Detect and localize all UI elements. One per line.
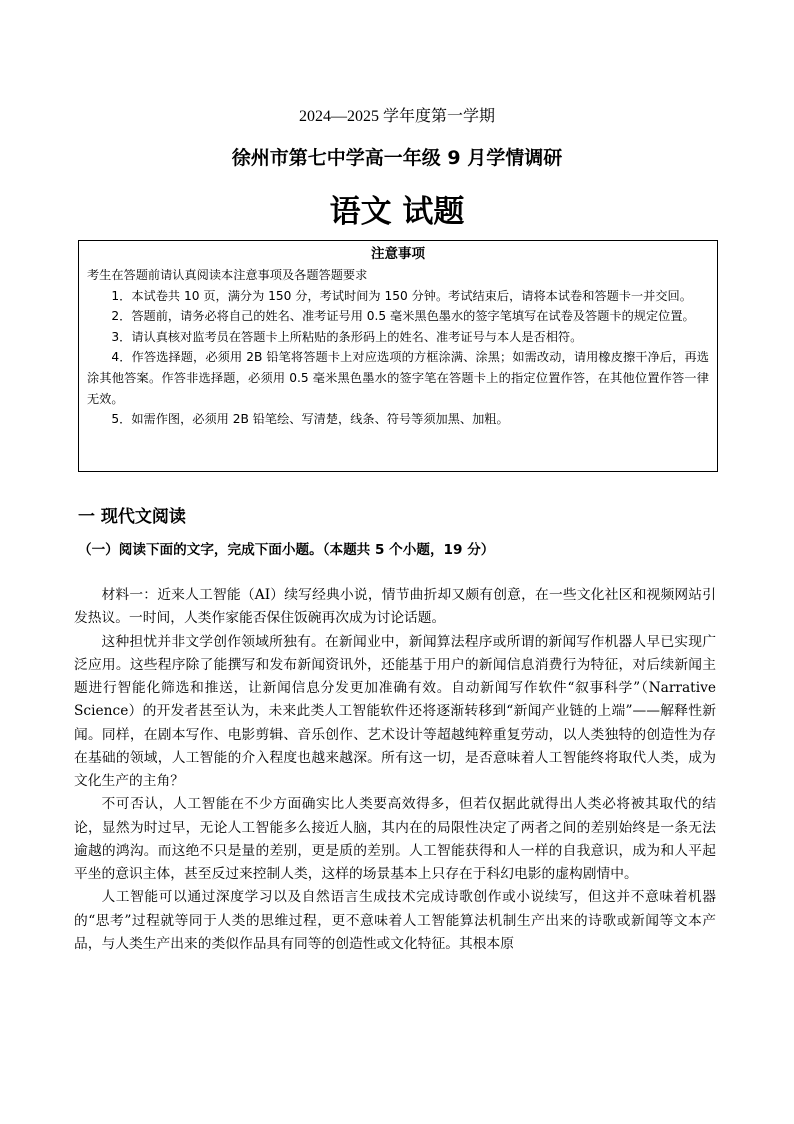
notice-box — [78, 240, 718, 472]
notice-intro: 考生在答题前请认真阅读本注意事项及各题答题要求 — [87, 268, 368, 282]
school-exam-title: 徐州市第七中学高一年级 9 月学情调研 — [231, 147, 563, 169]
section-title: 一 现代文阅读 — [78, 507, 186, 527]
notice-item: 3．请认真核对监考员在答题卡上所粘贴的条形码上的姓名、准考证号与本人是否相符。 — [111, 329, 583, 344]
passage-paragraph: 不可否认，人工智能在不少方面确实比人类要高效得多，但若仅据此就得出人类必将被其取代的结论，显然为时过早，无论人工智能多么接近人脑，其内在的局限性决定了两者之间的差别始终是一条无法逾越的鸿沟。而这绝不只是量的差别，更是质的差别。人工智能获得和人一样的自我意识，成为和人平起平坐的意识主体，甚至反过来控制人类，这样的场景基本上只存在于科幻电影的虚构剧情中。 — [74, 796, 716, 882]
subject-title: 语文 试题 — [329, 194, 465, 230]
notice-item: 4．作答选择题，必须用 2B 铅笔将答题卡上对应选项的方框涂满、涂黑；如需改动，请用橡皮擦干净后，再选涂其他答案。作答非选择题，必须用 0.5 毫米黑色墨水的签字笔在答题卡上的指定位置作答，在其他位置作答一律无效。 — [87, 350, 709, 406]
section-subtitle: （一）阅读下面的文字，完成下面小题。（本题共 5 个小题，19 分） — [78, 542, 495, 558]
term-heading: 2024—2025 学年度第一学期 — [298, 108, 495, 125]
passage-paragraph: 材料一：近来人工智能（AI）续写经典小说，情节曲折却又颇有创意，在一些文化社区和视频网站引发热议。一时间，人类作家能否保住饭碗再次成为讨论话题。 — [74, 587, 716, 627]
passage-paragraph: 人工智能可以通过深度学习以及自然语言生成技术完成诗歌创作或小说续写，但这并不意味着机器的“思考”过程就等同于人类的思维过程，更不意味着人工智能算法机制生产出来的诗歌或新闻等文本产品，与人类生产出来的类似作品具有同等的创造性或文化特征。其根本原 — [74, 889, 716, 952]
notice-item: 1．本试卷共 10 页，满分为 150 分，考试时间为 150 分钟。考试结束后，请将本试卷和答题卡一并交回。 — [111, 288, 692, 303]
passage-paragraph: 这种担忧并非文学创作领域所独有。在新闻业中，新闻算法程序或所谓的新闻写作机器人早已实现广泛应用。这些程序除了能撰写和发布新闻资讯外，还能基于用户的新闻信息消费行为特征，对后续新闻主题进行智能化筛选和推送，让新闻信息分发更加准确有效。自动新闻写作软件“叙事科学”（Narrative Science）的开发者甚至认为，未来此类人工智能软件还将逐渐转移到“新闻产业链的上端”——解释性新闻。同样，在剧本写作、电影剪辑、音乐创作、艺术设计等超越纯粹重复劳动，以人类独特的创造性为存在基础的领域，人工智能的介入程度也越来越深。所有这一切，是否意味着人工智能终将取代人类，成为文化生产的主角？ — [74, 633, 716, 789]
reading-passage — [74, 584, 716, 956]
notice-title: 注意事项 — [371, 246, 425, 262]
notice-item: 5．如需作图，必须用 2B 铅笔绘、写清楚，线条、符号等须加黑、加粗。 — [111, 412, 509, 427]
notice-item: 2．答题前，请务必将自己的姓名、准考证号用 0.5 毫米黑色墨水的签字笔填写在试卷及答题卡的规定位置。 — [111, 309, 695, 324]
